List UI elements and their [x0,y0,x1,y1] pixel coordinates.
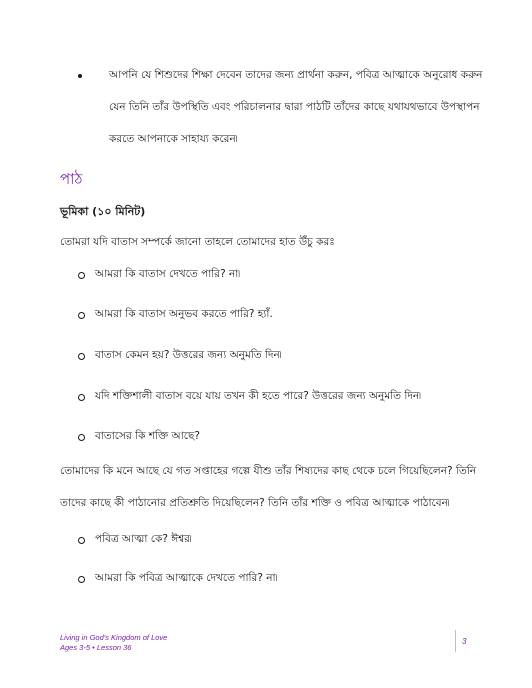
question-item: বাতাসের কি শক্তি আছে? [95,430,200,442]
footer-title: Living in God's Kingdom of Love [60,633,168,642]
question-item: আমরা কি পবিত্র আত্মাকে দেখতে পারি? না৷ [95,572,278,584]
intro-bullet-line-3: করতে আপনাকে সাহায্য করেন৷ [109,133,238,145]
intro-bullet-line-2: যেন তিনি তাঁর উপস্থিতি এবং পরিচালনার দ্বারা পাঠটি তাঁদের কাছে যথাযথভাবে উপস্থাপন [109,101,480,113]
footer-separator: • [92,643,95,652]
sub-heading: ভূমিকা (১০ মিনিট) [60,205,146,218]
footer-lesson: Lesson 36 [96,643,132,652]
question-item: পবিত্র আত্মা কে? ঈশ্বর৷ [95,533,192,545]
list-circle-icon [78,537,85,544]
question-item: যদি শক্তিশালী বাতাস বয়ে যায় তখন কী হতে পারে? উত্তরের জন্য অনুমতি দিন৷ [95,390,421,402]
question-item: আমরা কি বাতাস অনুভব করতে পারি? হ্যাঁ. [95,308,273,320]
page-number: 3 [462,637,467,646]
intro-bullet-line-1: আপনি যে শিশুদের শিক্ষা দেবেন তাদের জন্য প্রার্থনা করুন, পবিত্র আত্মাকে অনুরোধ করুন [109,69,483,81]
instruction-text: তোমরা যদি বাতাস সম্পর্কে জানো তাহলে তোমাদের হাত উঁচু করঃ [60,236,335,248]
list-circle-icon [78,353,85,360]
list-circle-icon [78,394,85,401]
list-circle-icon [78,576,85,583]
paragraph-line-1: তোমাদের কি মনে আছে যে গত সপ্তাহের গল্পে যীশু তাঁর শিষ্যদের কাছ থেকে চলে গিয়েছিলেন? তিনি [60,465,477,477]
question-item: আমরা কি বাতাস দেখতে পারি? না৷ [95,268,241,280]
paragraph-line-2: তাদের কাছে কী পাঠানোর প্রতিশ্রুতি দিয়েছিলেন? তিনি তাঁর শক্তি ও পবিত্র আত্মাকে পাঠাবেন৷ [60,497,450,509]
list-circle-icon [78,434,85,441]
section-heading: পাঠ [60,170,83,188]
list-circle-icon [78,272,85,279]
footer-ages: Ages 3-5 [60,643,91,652]
list-circle-icon [78,312,85,319]
footer-lesson-info [60,643,167,653]
question-item: বাতাস কেমন হয়? উত্তরের জন্য অনুমতি দিন৷ [95,349,282,361]
bullet-point-icon [78,74,82,78]
footer-divider [455,630,456,652]
page-footer [60,633,167,653]
